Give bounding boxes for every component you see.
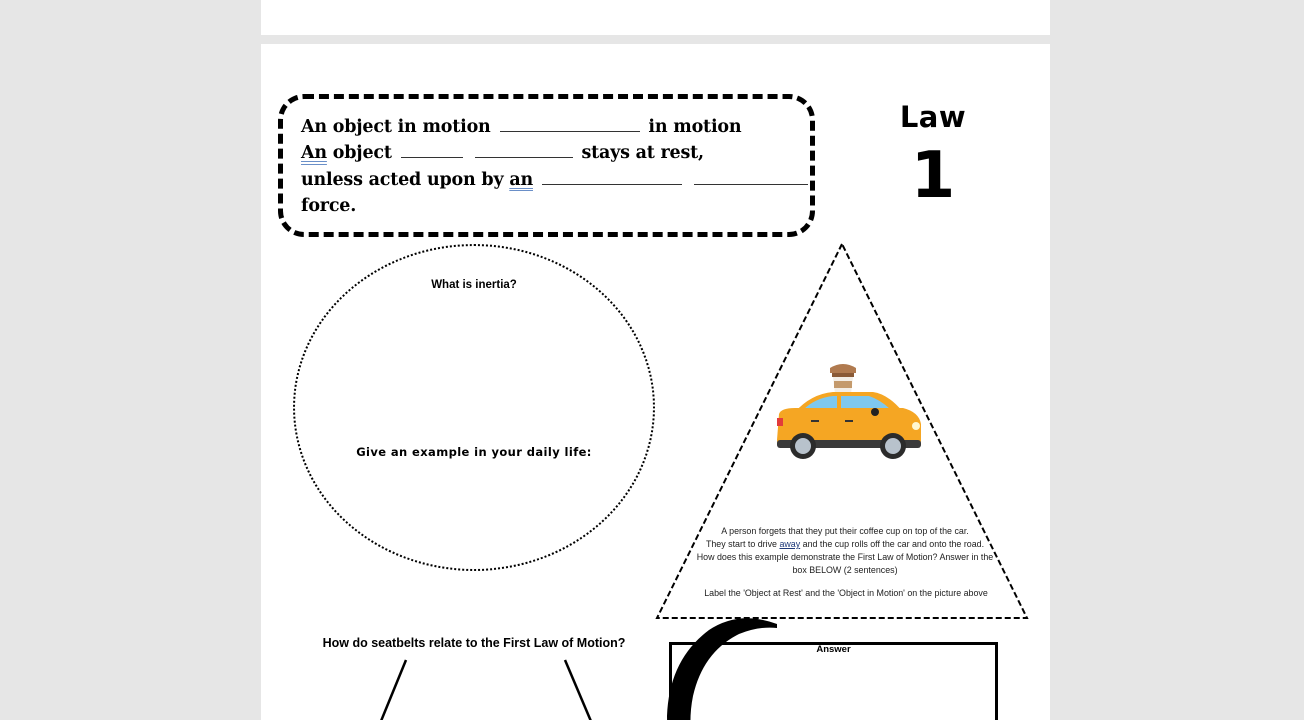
fill-blank-3[interactable] xyxy=(475,141,573,158)
label-instruction: Label the 'Object at Rest' and the 'Object in Motion' on the picture above xyxy=(704,588,988,598)
seatbelt-diagram-lines xyxy=(361,656,621,720)
fill-blank-2[interactable] xyxy=(401,141,463,158)
inertia-circle xyxy=(293,244,655,571)
worksheet-page xyxy=(261,44,1050,720)
previous-page xyxy=(261,0,1050,35)
fill-blank-4[interactable] xyxy=(542,168,682,185)
seatbelt-question: How do seatbelts relate to the First Law of Motion? xyxy=(322,636,626,650)
daily-example-question: Give an example in your daily life: xyxy=(356,445,592,459)
law-line-1: An object in motion in motion xyxy=(301,117,742,137)
decorative-letter-glyph xyxy=(659,616,779,720)
fill-blank-1[interactable] xyxy=(500,115,640,132)
law-line-2: An object stays at rest, xyxy=(301,143,704,164)
law-number: 1 xyxy=(910,139,956,213)
inertia-question: What is inertia? xyxy=(431,279,517,291)
law-line-4: force. xyxy=(301,195,357,216)
car-with-coffee-cup-icon xyxy=(773,360,923,462)
scenario-text: A person forgets that they put their coffee cup on top of the car. They start to drive away and the cup rolls off the car and onto the road. How does this example demonstrate the First Law of Motion? Answer in the box BELOW (2 sentences) xyxy=(696,526,994,575)
law-title: Law xyxy=(899,100,967,134)
fill-blank-5[interactable] xyxy=(694,168,808,185)
law-line-3: unless acted upon by an xyxy=(301,167,821,193)
answer-label: Answer xyxy=(816,644,851,655)
law-statement-text xyxy=(301,114,821,219)
